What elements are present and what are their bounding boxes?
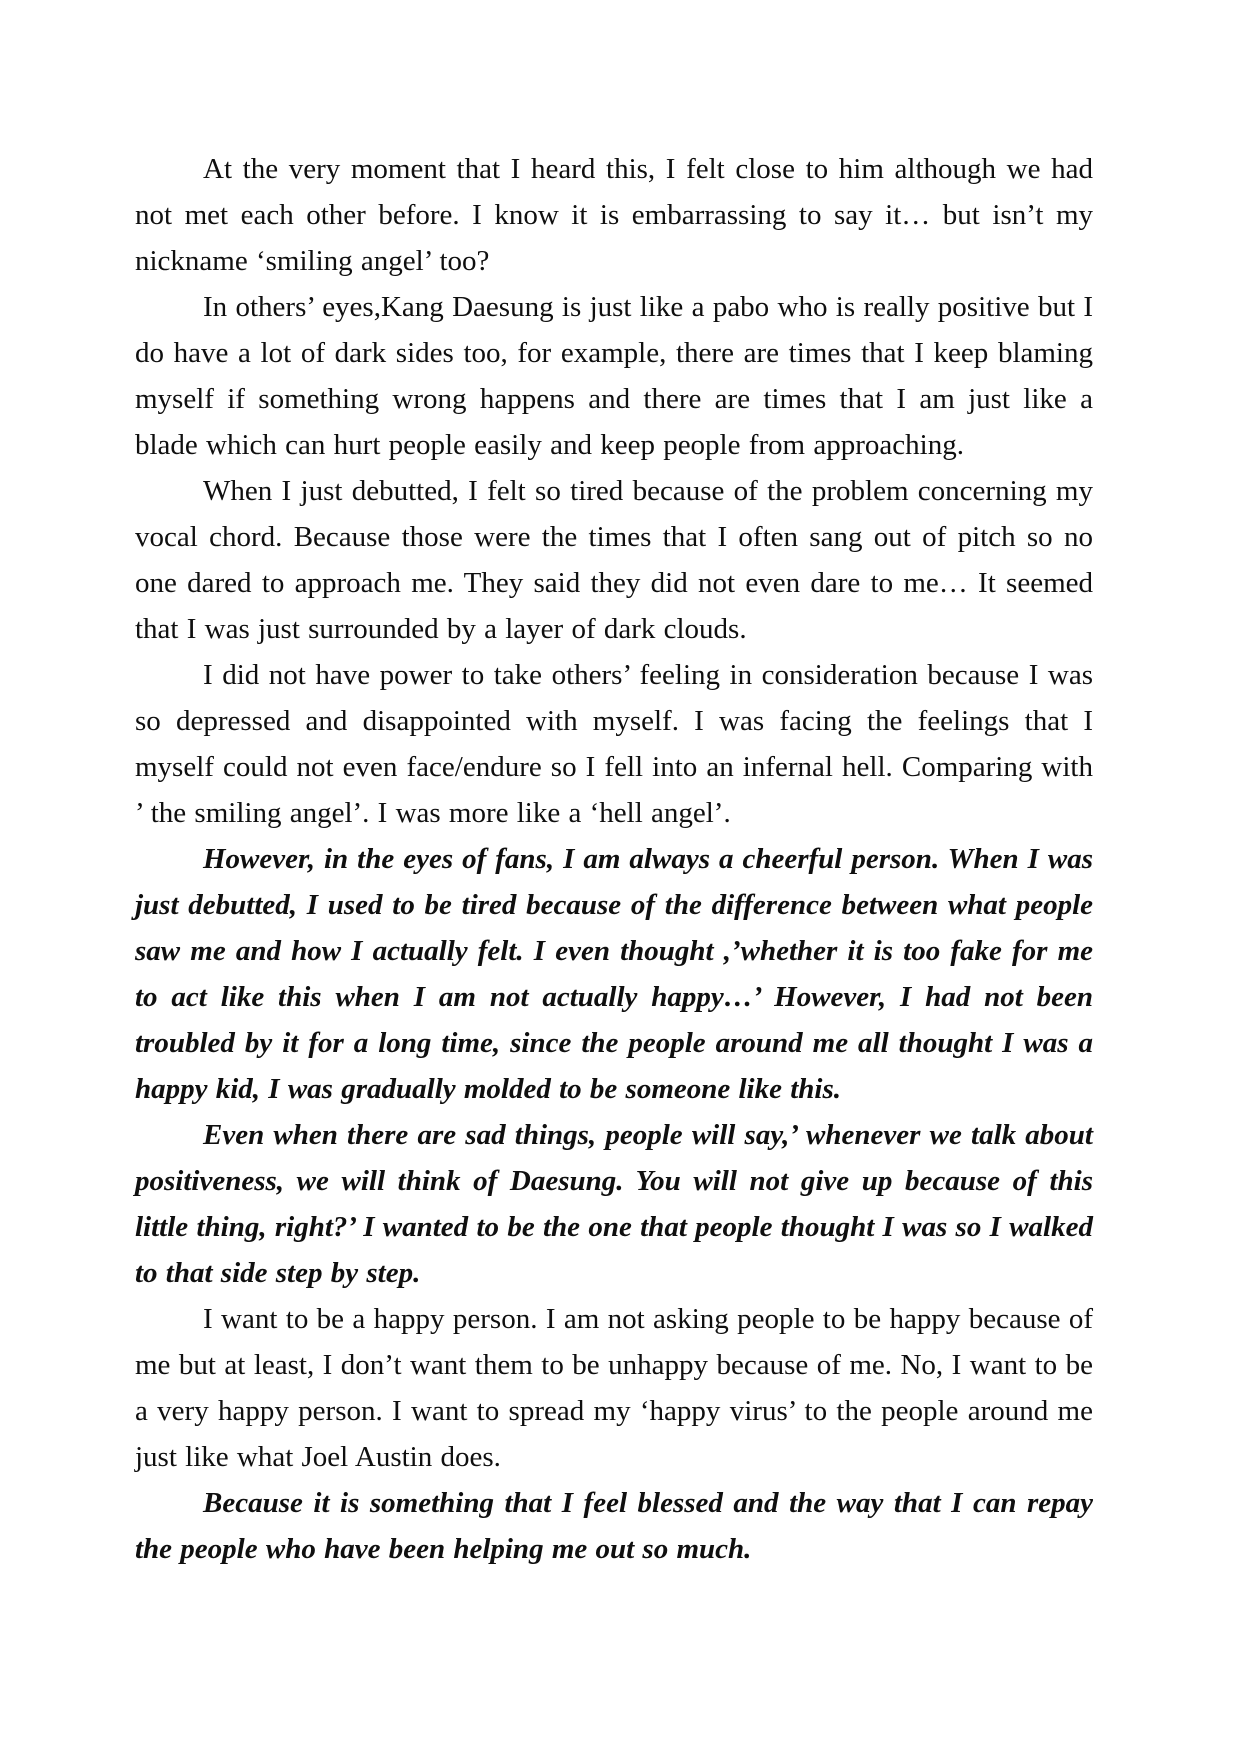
paragraph-1: At the very moment that I heard this, I felt close to him although we had not met each other before. I know it is embarrassing to say it… but isn’t my nickname ‘smiling angel’ too? bbox=[135, 153, 1093, 277]
paragraph-3: When I just debutted, I felt so tired because of the problem concerning my vocal chord. Because those were the times that I often sang out of pitch so no one dared to approach me. They said they did not even dare to me… It seemed that I was just surrounded by a layer of dark clouds. bbox=[135, 475, 1093, 645]
paragraph-4: I did not have power to take others’ feeling in consideration because I was so depressed and disappointed with myself. I was facing the feelings that I myself could not even face/endure so I fell into an infernal hell. Comparing with ’ the smiling angel’. I was more like a ‘hell angel’. bbox=[135, 659, 1093, 829]
paragraph-5-emphasized: However, in the eyes of fans, I am always a cheerful person. When I was just debutted, I used to be tired because of the difference between what people saw me and how I actually felt. I even thought ,’whether it is too fake for me to act like this when I am not actually happy…’ However, I had not been troubled by it for a long time, since the people around me all thought I was a happy kid, I was gradually molded to be someone like this. bbox=[135, 843, 1093, 1105]
paragraph-8-emphasized: Because it is something that I feel blessed and the way that I can repay the people who have been helping me out so much. bbox=[135, 1487, 1093, 1565]
paragraph-6-emphasized: Even when there are sad things, people will say,’ whenever we talk about positiveness, we will think of Daesung. You will not give up because of this little thing, right?’ I wanted to be the one that people thought I was so I walked to that side step by step. bbox=[135, 1119, 1093, 1289]
paragraph-2: In others’ eyes,Kang Daesung is just like a pabo who is really positive but I do have a lot of dark sides too, for example, there are times that I keep blaming myself if something wrong happens and there are times that I am just like a blade which can hurt people easily and keep people from approaching. bbox=[135, 291, 1093, 461]
paragraph-7: I want to be a happy person. I am not asking people to be happy because of me but at least, I don’t want them to be unhappy because of me. No, I want to be a very happy person. I want to spread my ‘happy virus’ to the people around me just like what Joel Austin does. bbox=[135, 1303, 1093, 1473]
